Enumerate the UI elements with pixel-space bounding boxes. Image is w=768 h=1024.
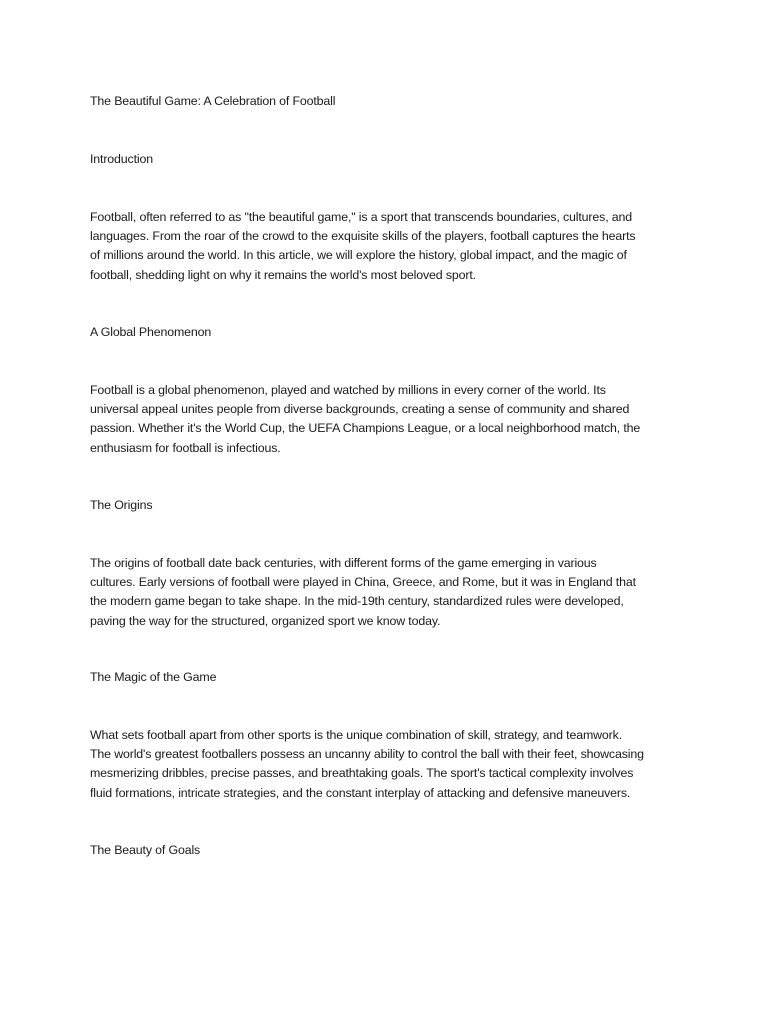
paragraph-line: fluid formations, intricate strategies, and the constant interplay of attacking and defensive maneuvers. [90,785,631,800]
paragraph-introduction [90,208,690,285]
document-title: The Beautiful Game: A Celebration of Football [90,94,336,108]
paragraph-line: paving the way for the structured, organized sport we know today. [90,613,441,628]
paragraph-line: The world's greatest footballers possess an uncanny ability to control the ball with their feet, showcasing [90,747,644,762]
paragraph-global-phenomenon [90,381,690,458]
section-heading-magic-of-the-game: The Magic of the Game [90,670,217,684]
paragraph-line: Football is a global phenomenon, played and watched by millions in every corner of the world. Its [90,383,606,397]
paragraph-line: languages. From the roar of the crowd to the exquisite skills of the players, football captures the hearts [90,229,636,244]
paragraph-line: of millions around the world. In this article, we will explore the history, global impact, and the magic of [90,248,627,263]
paragraph-line: the modern game began to take shape. In the mid-19th century, standardized rules were developed, [90,594,624,609]
paragraph-magic-of-the-game [90,726,690,803]
paragraph-line: The origins of football date back centuries, with different forms of the game emerging in various [90,556,597,570]
paragraph-line: universal appeal unites people from diverse backgrounds, creating a sense of community and shared [90,402,630,417]
paragraph-line: Football, often referred to as "the beautiful game," is a sport that transcends boundaries, cultures, and [90,210,632,224]
section-heading-origins: The Origins [90,498,153,512]
section-heading-beauty-of-goals: The Beauty of Goals [90,843,201,857]
paragraph-line: mesmerizing dribbles, precise passes, and breathtaking goals. The sport's tactical complexity involves [90,766,634,781]
paragraph-line: passion. Whether it's the World Cup, the UEFA Champions League, or a local neighborhood match, the [90,421,641,436]
paragraph-line: cultures. Early versions of football were played in China, Greece, and Rome, but it was in England that [90,575,636,590]
paragraph-origins [90,554,690,631]
section-heading-introduction: Introduction [90,152,153,166]
paragraph-line: What sets football apart from other sports is the unique combination of skill, strategy, and teamwork. [90,728,622,742]
section-heading-global-phenomenon: A Global Phenomenon [90,325,212,339]
paragraph-line: football, shedding light on why it remains the world's most beloved sport. [90,267,476,282]
paragraph-line: enthusiasm for football is infectious. [90,440,281,455]
